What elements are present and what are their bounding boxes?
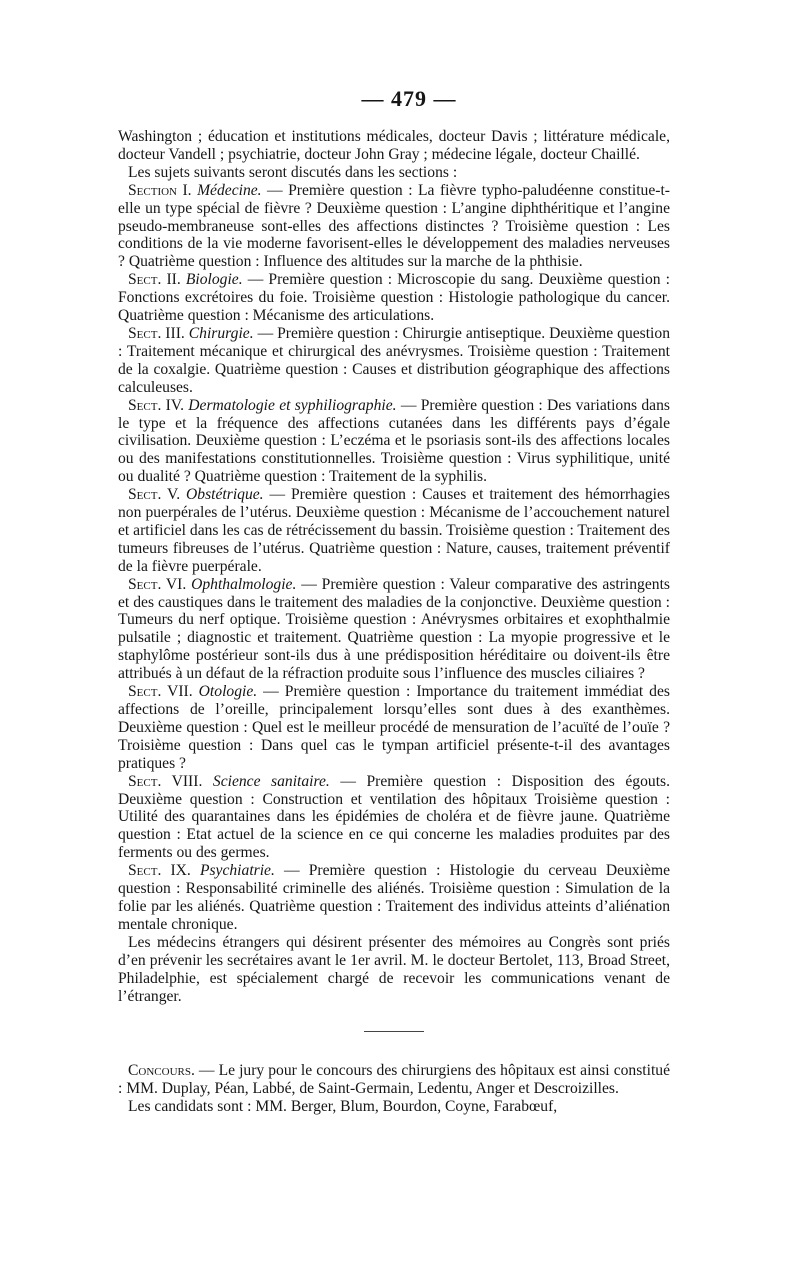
- paragraph-sect5: [118, 486, 670, 576]
- paragraph-washington: [118, 128, 670, 164]
- section-label: Sect. II.: [128, 271, 181, 289]
- paragraph-foreign: [118, 934, 670, 1006]
- paragraph-text: — Première question : La fièvre typho-paludéenne constitue-t-elle un type spécial de fièvre ? Deuxième question : L’angine diphthéritique et l’angine pseudo-membraneuse sont-elles des affections distinctes ? Troisième question : Les conditions de la vie moderne favorisent-elles le développement des maladies nerveuses ? Quatrième question : Influence des altitudes sur la marche de la phthisie.: [118, 181, 670, 271]
- paragraph-sect3: [118, 325, 670, 397]
- paragraph-sect1: [118, 182, 670, 272]
- section-title: Médecine.: [197, 181, 262, 199]
- paragraph-text: — Première question : Disposition des égouts. Deuxième question : Construction et ventilation des hôpitaux Troisième question : Utilité des quarantaines dans les épidémies de choléra et de fièvre jaune. Quatrième question : Etat actuel de la science en ce qui concerne les maladies produites par des ferments ou des germes.: [118, 772, 670, 862]
- section-title: Chirurgie.: [188, 324, 254, 342]
- section-label: Sect. IX.: [128, 862, 191, 880]
- paragraph-text: — Première question : Causes et traitement des hémorrhagies non puerpérales de l’utérus. Deuxième question : Mécanisme de l’accouchement naturel et artificiel dans les cas de rétrécissement du bassin. Troisième question : Traitement des tumeurs fibreuses de l’utérus. Quatrième question : Nature, causes, traitement préventif de la fièvre puerpérale.: [118, 486, 670, 575]
- section-title: Otologie.: [198, 683, 258, 701]
- section-label: Sect. IV.: [128, 396, 184, 414]
- section-title: Psychiatrie.: [199, 862, 275, 880]
- paragraph-text: Les médecins étrangers qui désirent présenter des mémoires au Congrès sont priés d’en prévenir les secrétaires avant le 1er avril. M. le docteur Bertolet, 113, Broad Street, Philadelphie, est spécialement chargé de recevoir les communications venant de l’étranger.: [118, 933, 670, 1005]
- paragraph-sect2: [118, 271, 670, 325]
- paragraph-sect9: [118, 862, 670, 934]
- section-title: Dermatologie et syphiliographie.: [188, 396, 397, 414]
- paragraph-text: Les sujets suivants seront discutés dans les sections :: [128, 163, 458, 181]
- paragraph-text: — Première question : Des variations dans le type et la fréquence des affections cutanées dans les différents pays d’égale civilisation. Deuxième question : L’eczéma et le psoriasis sont-ils des affections locales ou des manifestations constitutionnelles. Troisième question : Virus syphilitique, unité ou dualité ? Quatrième question : Traitement de la syphilis.: [118, 396, 670, 486]
- section-label: Sect. VII.: [128, 683, 193, 701]
- document-page: [118, 86, 670, 1116]
- candidates-paragraph: Les candidats sont : MM. Berger, Blum, Bourdon, Coyne, Farabœuf,: [128, 1098, 558, 1116]
- concours-text: — Le jury pour le concours des chirurgiens des hôpitaux est ainsi constitué : MM. Duplay, Péan, Labbé, de Saint-Germain, Ledentu, Anger et Descroizilles.: [118, 1062, 670, 1098]
- paragraph-text: — Première question : Valeur comparative des astringents et des caustiques dans le traitement des maladies de la conjonctive. Deuxième question : Tumeurs du nerf optique. Troisième question : Anévrysmes orbitaires et exophthalmie pulsatile ; diagnostic et traitement. Quatrième question : La myopie progressive et le staphylôme postérieur sont-ils dus à une prédisposition héréditaire ou doivent-ils être attribués à un défaut de la réfraction produite sous l’influence des muscles ciliaires ?: [118, 575, 670, 683]
- paragraph-text: — Première question : Chirurgie antiseptique. Deuxième question : Traitement mécanique et chirurgical des anévrysmes. Troisième question : Traitement de la coxalgie. Quatrième question : Causes et distribution géographique des affections calculeuses.: [118, 324, 670, 396]
- section-title: Science sanitaire.: [212, 772, 330, 790]
- section-title: Obstétrique.: [186, 486, 264, 504]
- section-label: Sect. VIII.: [128, 772, 203, 790]
- body-text: [118, 128, 670, 1005]
- paragraph-text: — Première question : Importance du traitement immédiat des affections de l’oreille, principalement lorsqu’elles sont dues à des exanthèmes. Deuxième question : Quel est le meilleur procédé de mensuration de l’acuïté de l’ouïe ? Troisième question : Dans quel cas le tympan artificiel présente-t-il des avantages pratiques ?: [118, 683, 670, 772]
- section-title: Biologie.: [185, 271, 243, 289]
- page-number: — 479 —: [361, 86, 457, 111]
- section-label: Sect. VI.: [128, 575, 187, 593]
- paragraph-sect6: [118, 576, 670, 683]
- section-label: Section I.: [128, 181, 192, 199]
- concours-heading: Concours.: [128, 1062, 195, 1080]
- paragraph-sect4: [118, 397, 670, 487]
- paragraph-text: — Première question : Microscopie du sang. Deuxième question : Fonctions excrétoires du foie. Troisième question : Histologie pathologique du cancer. Quatrième question : Mécanisme des articulations.: [118, 271, 670, 325]
- paragraph-sect7: [118, 683, 670, 773]
- section-label: Sect. V.: [128, 486, 181, 504]
- section-title: Ophthalmologie.: [191, 575, 297, 593]
- paragraph-intro: [118, 164, 670, 182]
- paragraph-text: — Première question : Histologie du cerveau Deuxième question : Responsabilité criminelle des aliénés. Troisième question : Simulation de la folie par les aliénés. Quatrième question : Traitement des individus atteints d’aliénation mentale chronique.: [118, 862, 670, 933]
- paragraph-sect8: [118, 773, 670, 863]
- paragraph-text: Washington ; éducation et institutions médicales, docteur Davis ; littérature médicale, docteur Vandell ; psychiatrie, docteur John Gray ; médecine légale, docteur Chaillé.: [118, 128, 670, 163]
- concours-paragraph: [118, 1062, 670, 1098]
- section-label: Sect. III.: [128, 324, 185, 342]
- section-divider: [364, 1031, 424, 1032]
